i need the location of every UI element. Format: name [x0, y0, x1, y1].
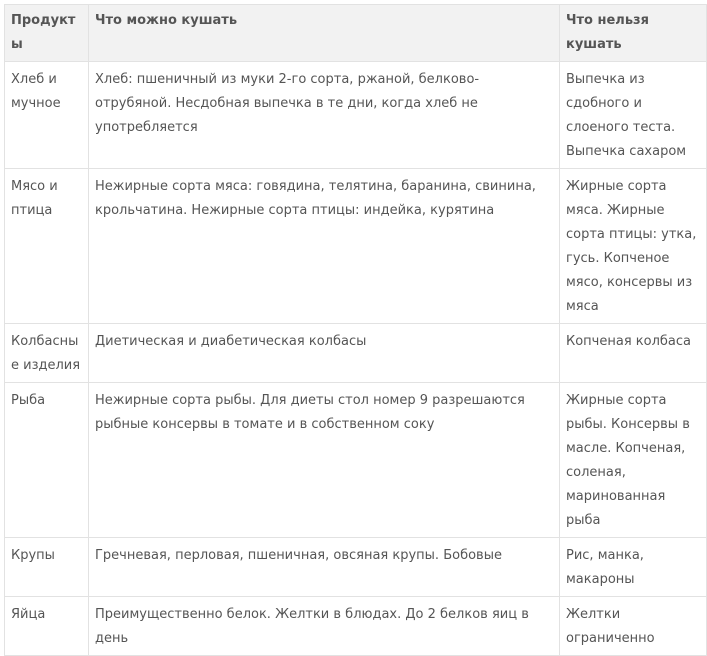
header-products: Продукты: [5, 5, 89, 62]
table-row: [5, 383, 707, 538]
forbidden-cell: Выпечка из сдобного и слоеного теста. Выпечка сахаром: [560, 62, 707, 169]
forbidden-cell: Копченая колбаса: [560, 324, 707, 383]
product-cell: Яйца: [5, 597, 89, 656]
allowed-cell: Нежирные сорта рыбы. Для диеты стол номер 9 разрешаются рыбные консервы в томате и в собственном соку: [89, 383, 560, 538]
table-row: [5, 324, 707, 383]
product-cell: Хлеб и мучное: [5, 62, 89, 169]
diet-table: [4, 4, 707, 656]
forbidden-cell: Жирные сорта мяса. Жирные сорта птицы: утка, гусь. Копченое мясо, консервы из мяса: [560, 169, 707, 324]
forbidden-cell: Жирные сорта рыбы. Консервы в масле. Копченая, соленая, маринованная рыба: [560, 383, 707, 538]
table-row: [5, 62, 707, 169]
header-forbidden: Что нельзя кушать: [560, 5, 707, 62]
table-row: [5, 169, 707, 324]
product-cell: Колбасные изделия: [5, 324, 89, 383]
product-cell: Крупы: [5, 538, 89, 597]
allowed-cell: Хлеб: пшеничный из муки 2-го сорта, ржаной, белково-отрубяной. Несдобная выпечка в те дни, когда хлеб не употребляется: [89, 62, 560, 169]
table-body: [5, 62, 707, 656]
table-row: [5, 538, 707, 597]
header-allowed: Что можно кушать: [89, 5, 560, 62]
allowed-cell: Преимущественно белок. Желтки в блюдах. До 2 белков яиц в день: [89, 597, 560, 656]
allowed-cell: Диетическая и диабетическая колбасы: [89, 324, 560, 383]
forbidden-cell: Желтки ограниченно: [560, 597, 707, 656]
header-row: [5, 5, 707, 62]
product-cell: Мясо и птица: [5, 169, 89, 324]
table-header: [5, 5, 707, 62]
allowed-cell: Нежирные сорта мяса: говядина, телятина, баранина, свинина, крольчатина. Нежирные сорта птицы: индейка, курятина: [89, 169, 560, 324]
forbidden-cell: Рис, манка, макароны: [560, 538, 707, 597]
allowed-cell: Гречневая, перловая, пшеничная, овсяная крупы. Бобовые: [89, 538, 560, 597]
product-cell: Рыба: [5, 383, 89, 538]
table-row: [5, 597, 707, 656]
